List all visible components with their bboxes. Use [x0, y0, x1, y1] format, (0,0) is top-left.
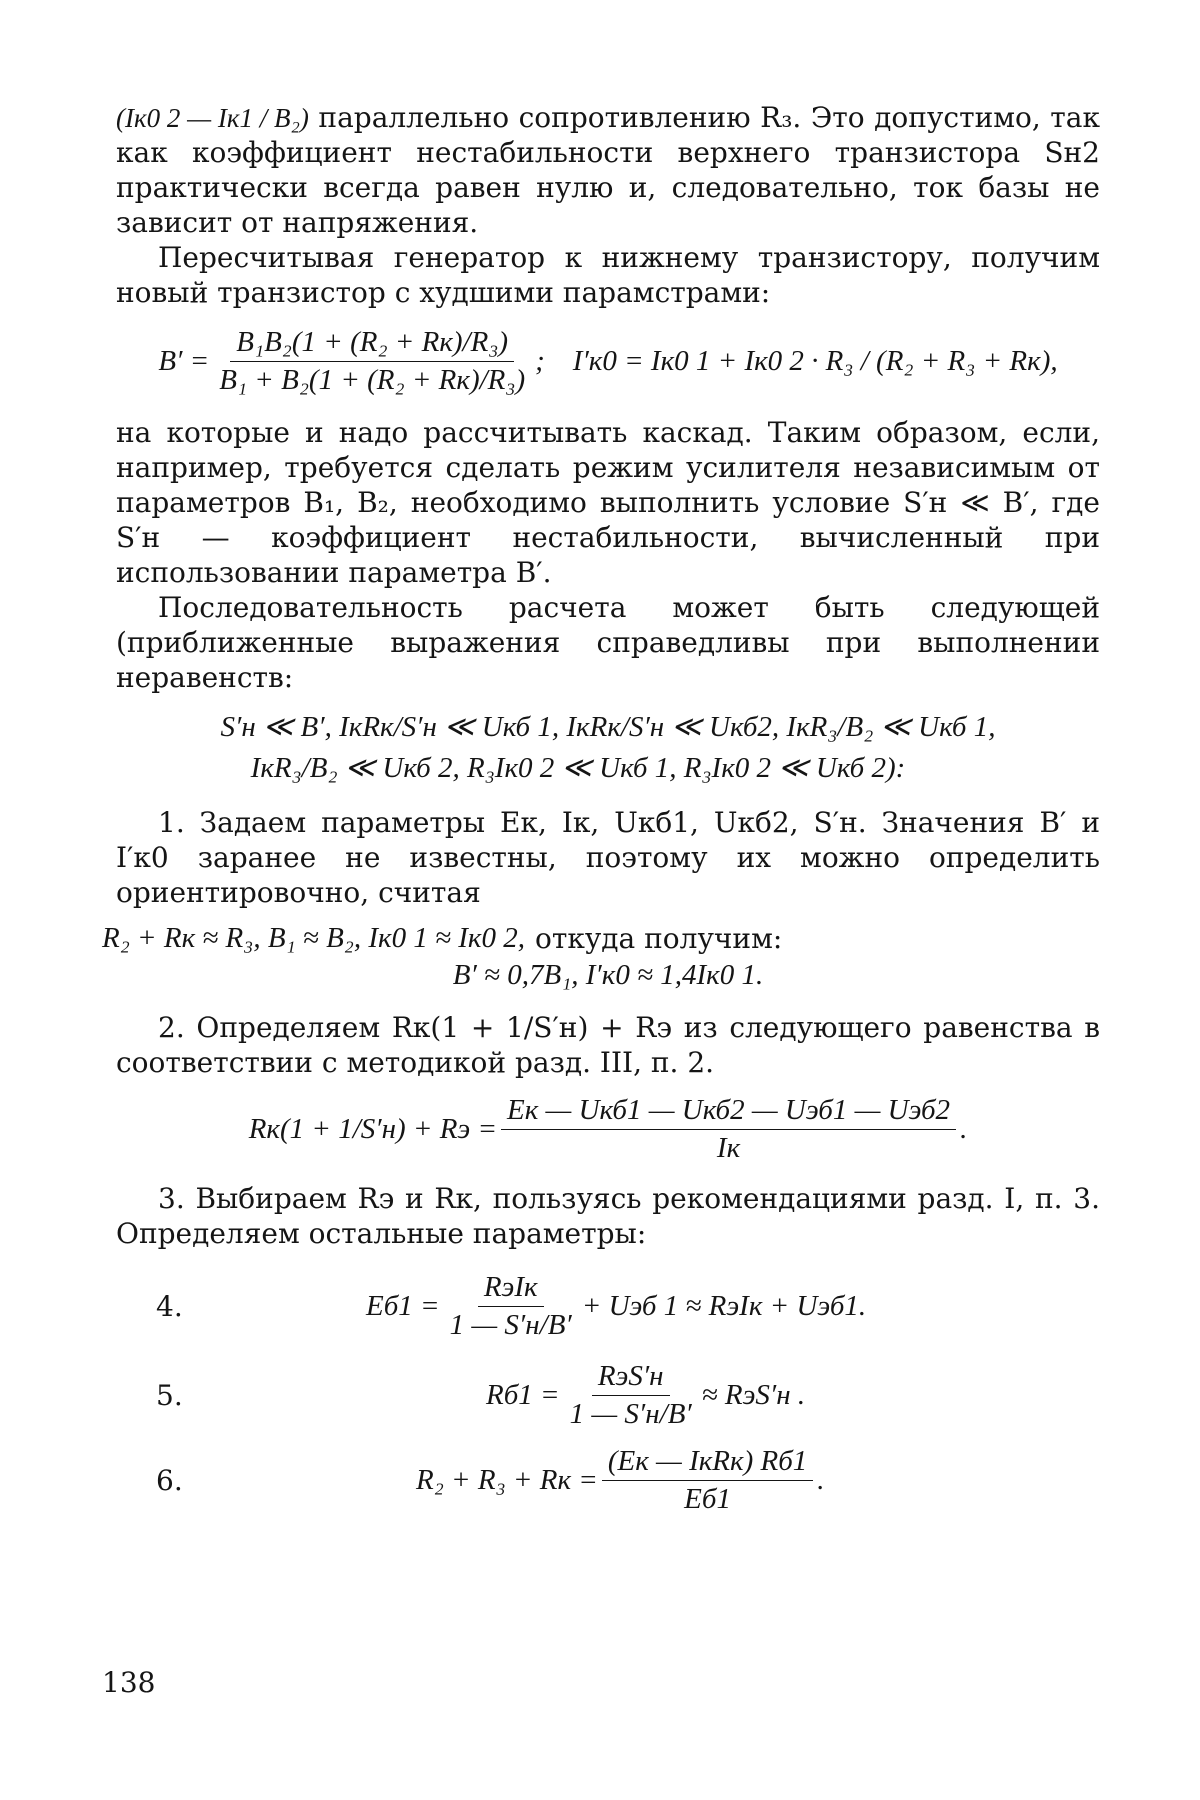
formula-fraction: [213, 328, 531, 395]
step-4: [156, 1273, 1100, 1340]
fraction-numerator: B₁B₂(1 + (R₂ + Rк)/R₃): [230, 328, 514, 362]
step-6-formula: [416, 1447, 825, 1514]
fraction-numerator: RэS′н: [592, 1362, 670, 1396]
formula-rhs: + Uэб 1 ≈ RэIк + Uэб1.: [581, 1290, 867, 1322]
formula-rhs: ≈ RэS′н .: [701, 1379, 806, 1411]
page-number: 138: [102, 1666, 156, 1699]
paragraph-3: на которые и надо рассчитывать каскад. Таким образом, если, например, требуется сделать режим усилителя независимым от параметров B₁, B₂, необходимо выполнить условие S′н ≪ B′, где S′н — коэффициент нестабильности, вычисленный при использовании параметра B′.: [116, 416, 1100, 589]
step-6: [156, 1447, 1100, 1514]
formula-end: .: [817, 1464, 825, 1496]
step-4-formula: [366, 1273, 866, 1340]
formula-lhs: Rб1 =: [486, 1379, 560, 1411]
inequalities-line-2: IкR₃/B₂ ≪ Uкб 2, R₃Iк0 2 ≪ Uкб 1, R₃Iк0 2 ≪ Uкб 2):: [250, 752, 906, 784]
fraction-denominator: 1 — S′н/B′: [449, 1309, 572, 1341]
paragraph-1: [116, 100, 1100, 240]
fraction-numerator: Eк — Uкб1 — Uкб2 — Uэб1 — Uэб2: [501, 1096, 956, 1130]
step-5-formula: [486, 1362, 805, 1429]
formula-b-prime: [116, 328, 1100, 395]
fraction-denominator: 1 — S′н/B′: [569, 1398, 692, 1430]
step-4-label: 4.: [156, 1290, 183, 1323]
formula-end: .: [960, 1113, 968, 1145]
approximations: R₂ + Rк ≈ R₃, B₁ ≈ B₂, Iк0 1 ≈ Iк0 2,: [102, 922, 525, 954]
step-2: 2. Определяем Rк(1 + 1/S′н) + Rэ из следующего равенства в соответствии с методикой разд. III, п. 2.: [116, 1011, 1100, 1079]
formula-fraction: [602, 1447, 813, 1514]
step-6-label: 6.: [156, 1464, 183, 1497]
formula-fraction: [564, 1362, 698, 1429]
step-5-label: 5.: [156, 1379, 183, 1412]
inline-formula: (Iк0 2 — Iк1 / B₂): [116, 103, 309, 133]
formula-lhs: Eб1 =: [366, 1290, 440, 1322]
paragraph-4: Последовательность расчета может быть следующей (приближенные выражения справедливы при выполнении неравенств:: [116, 591, 1100, 694]
step-1: 1. Задаем параметры Eк, Iк, Uкб1, Uкб2, S′н. Значения B′ и I′к0 заранее не известны, поэтому их можно определить ориентировочно, считая: [116, 806, 1100, 909]
paragraph-2: Пересчитывая генератор к нижнему транзистору, получим новый транзистор с худшими парамстрами:: [116, 241, 1100, 309]
formula-separator: ;: [535, 345, 545, 377]
step-1-formula-1: [102, 921, 1100, 955]
formula-fraction: [501, 1096, 956, 1163]
step-1-formula-2: B′ ≈ 0,7B₁, I′к0 ≈ 1,4Iк0 1.: [452, 959, 764, 991]
formula-lhs: B′ =: [158, 345, 210, 377]
paragraph-1-text: параллельно сопротивлению R₃. Это допустимо, так как коэффициент нестабильности верхнего транзистора Sн2 практически всегда равен нулю и, следовательно, ток базы не зависит от напряжения.: [116, 101, 1100, 239]
fraction-denominator: B₁ + B₂(1 + (R₂ + Rк)/R₃): [219, 364, 526, 396]
formula-fraction: [444, 1273, 578, 1340]
step-5: [156, 1362, 1100, 1429]
fraction-numerator: (Eк — IкRк) Rб1: [602, 1447, 813, 1481]
formula-lhs: R₂ + R₃ + Rк =: [416, 1464, 598, 1496]
formula-lhs: Rк(1 + 1/S′н) + Rэ =: [248, 1113, 498, 1145]
fraction-denominator: Eб1: [684, 1483, 731, 1515]
fraction-numerator: RэIк: [478, 1273, 544, 1307]
step-2-formula: [116, 1096, 1100, 1163]
step-3: 3. Выбираем Rэ и Rк, пользуясь рекомендациями разд. I, п. 3. Определяем остальные параметры:: [116, 1182, 1100, 1250]
inequalities-line-1: S′н ≪ B′, IкRк/S′н ≪ Uкб 1, IкRк/S′н ≪ Uкб2, IкR₃/B₂ ≪ Uкб 1,: [220, 711, 996, 743]
formula-rhs: I′к0 = Iк0 1 + Iк0 2 · R₃ / (R₂ + R₃ + Rк),: [572, 345, 1058, 377]
step-1-formula-1-tail: откуда получим:: [534, 921, 783, 955]
fraction-denominator: Iк: [716, 1132, 741, 1164]
